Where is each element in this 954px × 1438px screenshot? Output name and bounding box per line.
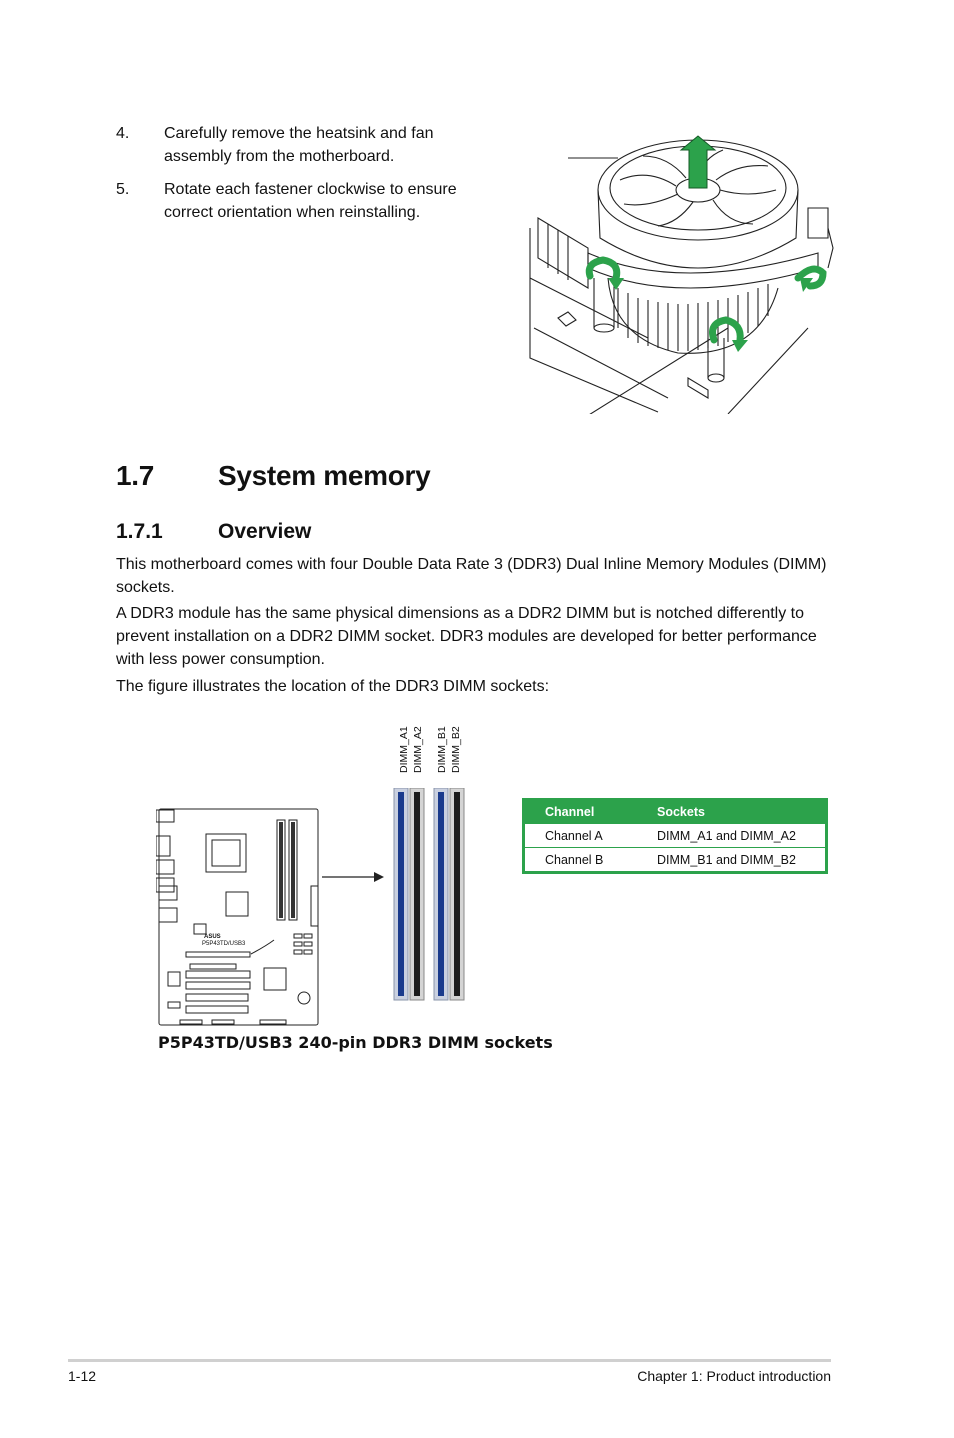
dimm-socket-b2	[450, 788, 464, 1000]
dimm-sockets-illustration	[392, 788, 472, 1002]
step-text: Carefully remove the heatsink and fan assembly from the motherboard.	[164, 125, 434, 165]
table-cell: Channel A	[525, 824, 637, 848]
table-cell: DIMM_B1 and DIMM_B2	[637, 848, 825, 872]
heatsink-removal-illustration	[528, 128, 838, 414]
subsection-title: Overview	[218, 520, 312, 543]
page-number: 1-12	[68, 1368, 97, 1384]
subsection-heading	[116, 520, 816, 548]
step-5	[116, 178, 496, 228]
paragraph: This motherboard comes with four Double Data Rate 3 (DDR3) Dual Inline Memory Modules (DIMM) sockets.	[116, 556, 827, 596]
table-header: Sockets	[637, 801, 825, 824]
channel-table	[522, 798, 828, 874]
table-cell: DIMM_A1 and DIMM_A2	[637, 824, 825, 848]
step-4	[116, 122, 496, 172]
step-number: 5.	[116, 181, 130, 198]
step-number: 4.	[116, 125, 130, 142]
dimm-label-a2: DIMM_A2	[412, 726, 424, 773]
dimm-socket-a1	[394, 788, 408, 1000]
figure-caption: P5P43TD/USB3 240-pin DDR3 DIMM sockets	[158, 1033, 553, 1052]
section-title: System memory	[218, 460, 431, 491]
section-heading	[116, 460, 816, 494]
chapter-title: Chapter 1: Product introduction	[637, 1368, 831, 1384]
dimm-socket-b1	[434, 788, 448, 1000]
table-cell: Channel B	[525, 848, 637, 872]
board-label: P5P43TD/USB3	[202, 941, 246, 947]
board-logo: ASUS	[204, 934, 221, 940]
dimm-label-a1: DIMM_A1	[398, 726, 410, 773]
dimm-label-b2: DIMM_B2	[450, 726, 462, 773]
section-number: 1.7	[116, 460, 155, 491]
paragraph: A DDR3 module has the same physical dimensions as a DDR2 DIMM but is notched differently to prevent installation on a DDR2 DIMM socket. DDR3 modules are developed for better performance with less power consumption.	[116, 605, 817, 668]
motherboard-layout	[156, 806, 322, 1028]
paragraph: The figure illustrates the location of the DDR3 DIMM sockets:	[116, 678, 550, 695]
dimm-socket-a2	[410, 788, 424, 1000]
footer-rule	[68, 1359, 831, 1362]
pointer-arrow	[322, 871, 386, 883]
step-text: Rotate each fastener clockwise to ensure correct orientation when reinstalling.	[164, 181, 457, 221]
table-header-row	[525, 801, 825, 824]
table-row	[525, 824, 825, 848]
table-row	[525, 848, 825, 872]
subsection-number: 1.7.1	[116, 520, 163, 543]
dimm-label-b1: DIMM_B1	[436, 726, 448, 773]
table-header: Channel	[525, 801, 637, 824]
